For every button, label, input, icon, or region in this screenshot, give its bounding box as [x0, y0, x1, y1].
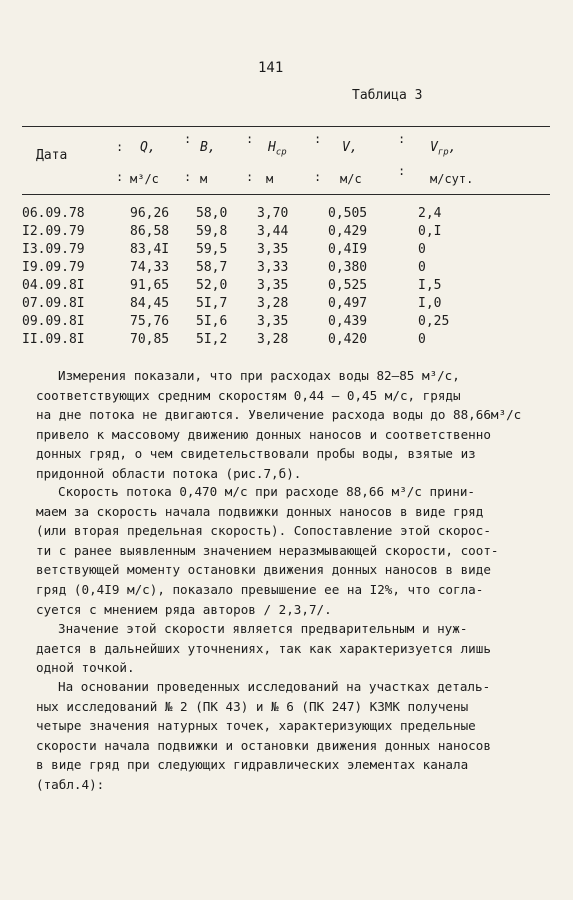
text-line: привело к массовому движению донных наносов и соответственно — [36, 426, 491, 442]
cell-date: I9.09.79 — [22, 260, 85, 275]
cell-b: 58,7 — [196, 260, 228, 275]
cell-vg: 0 — [418, 260, 426, 275]
text-line: Измерения показали, что при расходах воды 82–85 м³/с, — [58, 368, 460, 383]
table-body — [0, 206, 573, 356]
cell-q: 86,58 — [130, 224, 170, 239]
header-vg — [430, 140, 457, 158]
cell-b: 58,0 — [196, 206, 228, 221]
table-row — [0, 242, 573, 260]
text-line: суется с мнением ряда авторов / 2,3,7/. — [36, 601, 332, 617]
text-line: в виде гряд при следующих гидравлических элементах канала — [36, 757, 469, 773]
cell-date: 07.09.8I — [22, 296, 85, 311]
cell-b: 59,5 — [196, 242, 228, 257]
header-h-sub: ср — [275, 147, 287, 158]
table-top-rule — [22, 126, 550, 127]
text-line: (или вторая предельная скорость). Сопоставление этой скорос- — [36, 523, 491, 539]
paragraph-flow-speed — [36, 482, 516, 619]
table-row — [0, 296, 573, 314]
header-b: B, — [200, 140, 216, 155]
text-line: скорости начала подвижки и остановки движения донных наносов — [36, 737, 491, 753]
paragraph-measurements — [36, 366, 522, 484]
table-row — [0, 314, 573, 332]
cell-v: 0,497 — [328, 296, 368, 311]
separator: : — [314, 132, 322, 146]
table-row — [0, 332, 573, 350]
text-line: дается в дальнейших уточнениях, так как характеризуется лишь — [36, 640, 491, 656]
cell-h: 3,35 — [257, 314, 289, 329]
cell-b: 5I,7 — [196, 296, 228, 311]
cell-date: 04.09.8I — [22, 278, 85, 293]
cell-b: 52,0 — [196, 278, 228, 293]
cell-q: 91,65 — [130, 278, 170, 293]
text-line: маем за скорость начала подвижки донных наносов в виде гряд — [36, 503, 484, 519]
text-line: ветствующей моменту остановки движения донных наносов в виде — [36, 562, 491, 578]
header-date: Дата — [36, 148, 68, 163]
cell-q: 83,4I — [130, 242, 170, 257]
cell-date: I3.09.79 — [22, 242, 85, 257]
cell-vg: 0,25 — [418, 314, 450, 329]
cell-date: 06.09.78 — [22, 206, 85, 221]
text-line: четыре значения натурных точек, характеризующих предельные — [36, 718, 476, 734]
cell-q: 74,33 — [130, 260, 170, 275]
cell-vg: I,0 — [418, 296, 442, 311]
text-line: ных исследований № 2 (ПК 43) и № 6 (ПК 247) КЗМК получены — [36, 698, 469, 714]
cell-vg: 0 — [418, 332, 426, 347]
cell-vg: I,5 — [418, 278, 442, 293]
cell-q: 96,26 — [130, 206, 170, 221]
unit-q: м³/с — [130, 172, 159, 186]
cell-v: 0,525 — [328, 278, 368, 293]
text-line: Скорость потока 0,470 м/с при расходе 88,66 м³/с прини- — [58, 484, 476, 499]
unit-h: м — [266, 172, 274, 186]
cell-v: 0,439 — [328, 314, 368, 329]
cell-h: 3,35 — [257, 278, 289, 293]
header-vg-tail: , — [448, 140, 457, 155]
cell-v: 0,380 — [328, 260, 368, 275]
cell-q: 70,85 — [130, 332, 170, 347]
separator: : — [116, 140, 124, 154]
separator: : — [116, 170, 124, 184]
unit-b: м — [200, 172, 208, 186]
cell-v: 0,420 — [328, 332, 368, 347]
cell-h: 3,28 — [257, 296, 289, 311]
cell-v: 0,505 — [328, 206, 368, 221]
cell-vg: 0 — [418, 242, 426, 257]
table-row — [0, 260, 573, 278]
text-line: На основании проведенных исследований на участках деталь- — [58, 679, 491, 694]
header-q: Q, — [140, 140, 156, 155]
text-line: Значение этой скорости является предварительным и нуж- — [58, 621, 468, 636]
cell-b: 5I,6 — [196, 314, 228, 329]
separator: : — [184, 170, 192, 184]
text-line: (табл.4): — [36, 776, 105, 792]
cell-v: 0,4I9 — [328, 242, 368, 257]
text-line: ти с ранее выявленным значением неразмывающей скорости, соот- — [36, 542, 499, 558]
paragraph-conclusion — [36, 677, 516, 795]
cell-q: 75,76 — [130, 314, 170, 329]
separator: : — [314, 170, 322, 184]
table-caption: Таблица 3 — [352, 88, 423, 103]
cell-h: 3,44 — [257, 224, 289, 239]
text-line: одной точкой. — [36, 660, 135, 676]
header-vg-sub: гр — [437, 147, 449, 158]
text-line: соответствующих средним скоростям 0,44 – 0,45 м/с, гряды — [36, 387, 461, 403]
text-line: донных гряд, о чем свидетельствовали пробы воды, взятые из — [36, 446, 476, 462]
unit-vg: м/сут. — [430, 172, 474, 186]
table-row — [0, 278, 573, 296]
header-v: V, — [342, 140, 358, 155]
cell-h: 3,33 — [257, 260, 289, 275]
cell-date: 09.09.8I — [22, 314, 85, 329]
paragraph-preliminary — [36, 619, 516, 678]
cell-date: II.09.8I — [22, 332, 85, 347]
header-h-main: H — [268, 140, 276, 155]
cell-h: 3,28 — [257, 332, 289, 347]
separator: : — [246, 170, 254, 184]
cell-h: 3,70 — [257, 206, 289, 221]
page-number: 141 — [258, 60, 284, 76]
cell-h: 3,35 — [257, 242, 289, 257]
unit-v: м/с — [340, 172, 362, 186]
cell-b: 5I,2 — [196, 332, 228, 347]
text-line: гряд (0,4I9 м/с), показало превышение ее на I2%, что согла- — [36, 581, 484, 597]
table-header-rule — [22, 194, 550, 195]
cell-b: 59,8 — [196, 224, 228, 239]
cell-vg: 0,I — [418, 224, 442, 239]
text-line: на дне потока не двигаются. Увеличение расхода воды до 88,66м³/с — [36, 407, 522, 423]
header-h — [268, 140, 287, 158]
cell-q: 84,45 — [130, 296, 170, 311]
cell-date: I2.09.79 — [22, 224, 85, 239]
text-line: придонной области потока (рис.7,б). — [36, 465, 302, 481]
separator: : — [184, 132, 192, 146]
cell-v: 0,429 — [328, 224, 368, 239]
separator: : — [398, 164, 406, 178]
table-row — [0, 206, 573, 224]
cell-vg: 2,4 — [418, 206, 442, 221]
separator: : — [246, 132, 254, 146]
separator: : — [398, 132, 406, 146]
header-vg-main: V — [430, 140, 438, 155]
table-row — [0, 224, 573, 242]
